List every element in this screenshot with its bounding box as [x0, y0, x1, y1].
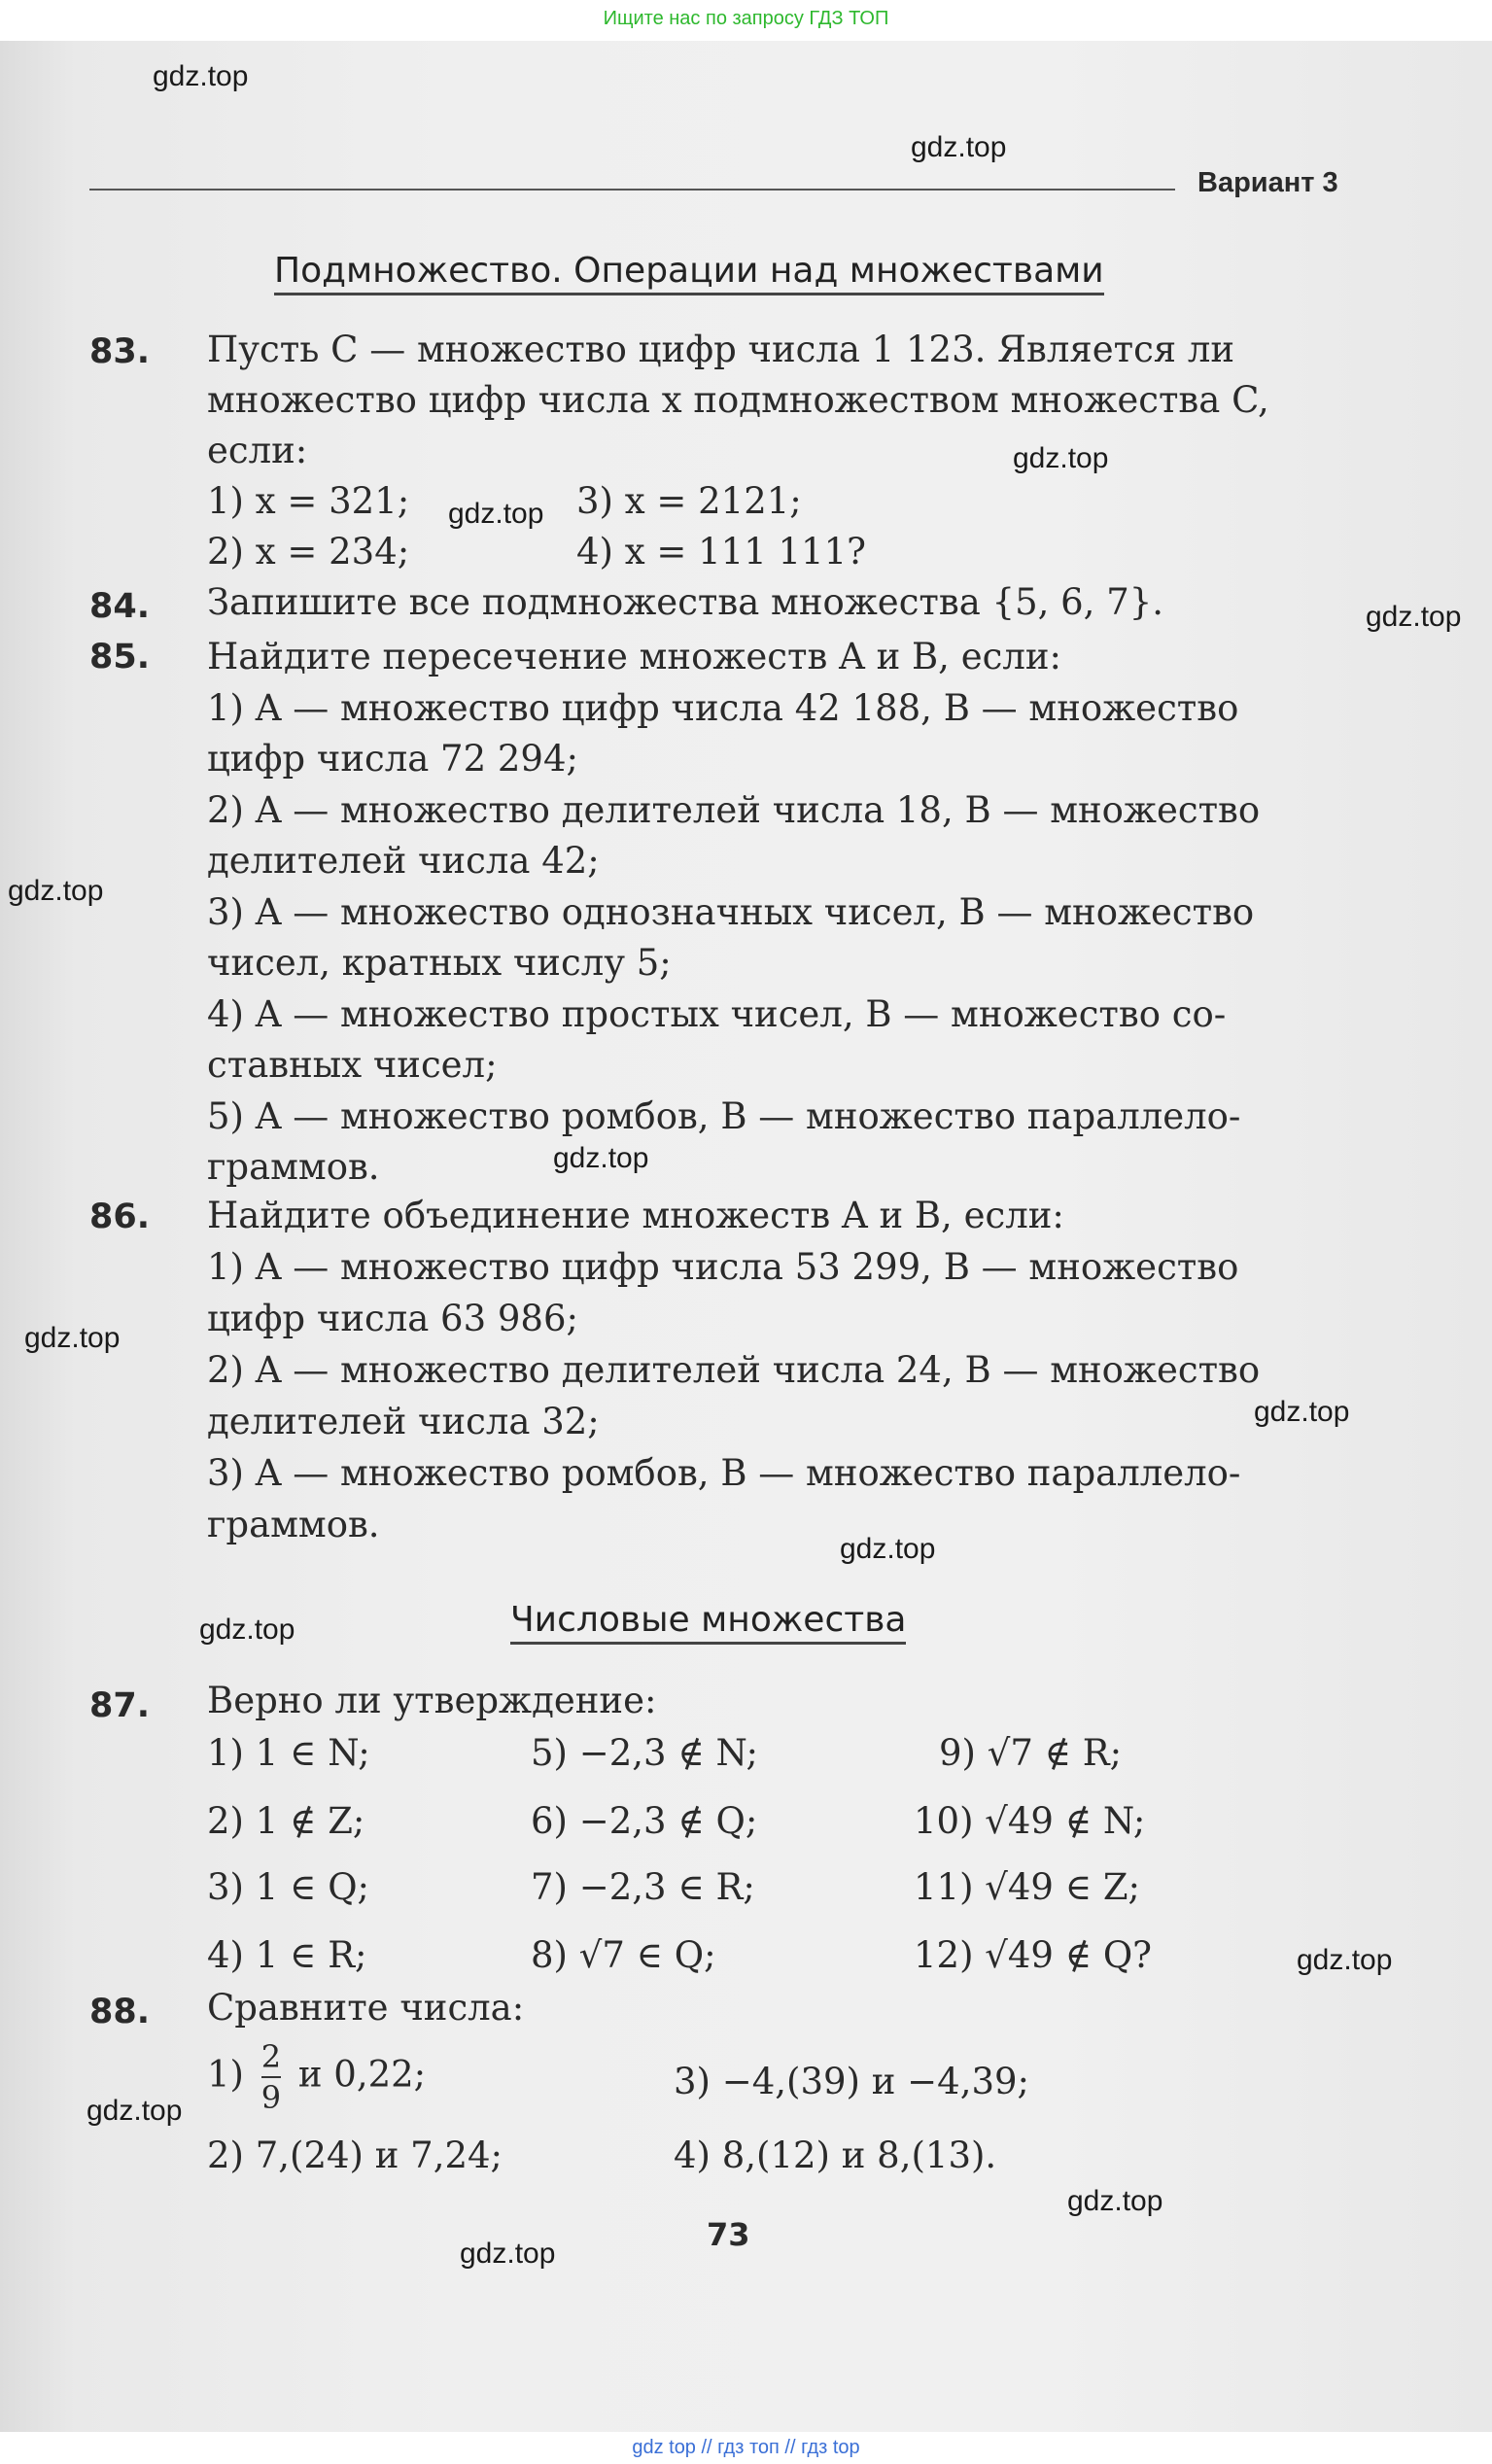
option: 2) x = 234;	[207, 531, 410, 573]
watermark: gdz.top	[448, 498, 544, 530]
problem-number: 88.	[89, 1993, 151, 2031]
watermark: gdz.top	[8, 875, 104, 907]
watermark: gdz.top	[1366, 601, 1462, 633]
problem-number: 84.	[89, 587, 151, 626]
watermark: gdz.top	[1067, 2185, 1163, 2217]
watermark: gdz.top	[460, 2238, 556, 2270]
watermark: gdz.top	[153, 60, 249, 92]
page-number: 73	[707, 2216, 750, 2253]
option: 2) 7,(24) и 7,24;	[207, 2134, 503, 2176]
option: 10) √49 ∉ N;	[914, 1800, 1146, 1842]
option: 2) 1 ∉ Z;	[207, 1800, 365, 1842]
option: 8) √7 ∈ Q;	[531, 1934, 716, 1976]
top-banner[interactable]: Ищите нас по запросу ГДЗ ТОП	[0, 0, 1492, 37]
fraction: $\frac{2}{9}$	[260, 2038, 282, 2116]
problem-text: Найдите пересечение множеств A и B, если: 1) A — множество цифр числа 42 188, B — множество цифр числа 72 294; 2) A — множество делителей числа 18, B — множество делителей числа 42; 3) A — множество однозначных чисел, B — множество чисел, кратных числу 5; 4) A — множество простых чисел, B — множество со- ставных чисел; 5) A — множество ромбов, B — множество параллело- граммов.	[207, 636, 1261, 1188]
problem-text: Сравните числа:	[207, 1987, 525, 2029]
watermark: gdz.top	[199, 1614, 295, 1646]
watermark: gdz.top	[1254, 1396, 1350, 1428]
watermark: gdz.top	[553, 1142, 649, 1174]
watermark: gdz.top	[1013, 442, 1109, 474]
option: 6) −2,3 ∉ Q;	[531, 1800, 758, 1842]
header-rule	[89, 189, 1175, 191]
option: 4) 8,(12) и 8,(13).	[674, 2134, 997, 2176]
watermark: gdz.top	[24, 1322, 121, 1354]
problem-number: 86.	[89, 1197, 151, 1236]
problem-text: Найдите объединение множеств A и B, если: 1) A — множество цифр числа 53 299, B — множество цифр числа 63 986; 2) A — множество делителей числа 24, B — множество делителей числа 32; 3) A — множество ромбов, B — множество параллело- граммов.	[207, 1195, 1261, 1545]
section-title-number-sets: Числовые множества	[510, 1600, 906, 1645]
watermark: gdz.top	[1297, 1944, 1393, 1976]
option: 1) $\frac{2}{9}$ и 0,22;	[207, 2038, 427, 2116]
problem-text: Верно ли утверждение:	[207, 1680, 657, 1721]
problem-number: 87.	[89, 1686, 151, 1725]
watermark: gdz.top	[87, 2095, 183, 2127]
option: 1) x = 321;	[207, 480, 410, 522]
watermark: gdz.top	[840, 1533, 936, 1565]
option: 11) √49 ∈ Z;	[914, 1866, 1141, 1908]
option: 9) √7 ∉ R;	[939, 1732, 1123, 1774]
watermark: gdz.top	[911, 131, 1007, 163]
option: 7) −2,3 ∈ R;	[531, 1866, 755, 1908]
option: 1) 1 ∈ N;	[207, 1732, 370, 1774]
option: 12) √49 ∉ Q?	[914, 1934, 1153, 1976]
variant-label: Вариант 3	[1197, 167, 1338, 198]
section-title-subsets: Подмножество. Операции над множествами	[274, 251, 1104, 295]
problem-text: Пусть C — множество цифр числа 1 123. Является ли множество цифр числа x подмножеством множества C, если:	[207, 329, 1269, 471]
bottom-bar[interactable]: gdz top // гдз топ // гдз top	[0, 2432, 1492, 2464]
option: 3) 1 ∈ Q;	[207, 1866, 369, 1908]
option: 5) −2,3 ∉ N;	[531, 1732, 759, 1774]
option: 3) −4,(39) и −4,39;	[674, 2061, 1030, 2102]
problem-number: 83.	[89, 332, 151, 371]
problem-number: 85.	[89, 638, 151, 677]
problem-text: Запишите все подмножества множества {5, 6, 7}.	[207, 581, 1164, 623]
option: 3) x = 2121;	[576, 480, 802, 522]
option: 4) 1 ∈ R;	[207, 1934, 367, 1976]
option: 4) x = 111 111?	[576, 531, 866, 573]
